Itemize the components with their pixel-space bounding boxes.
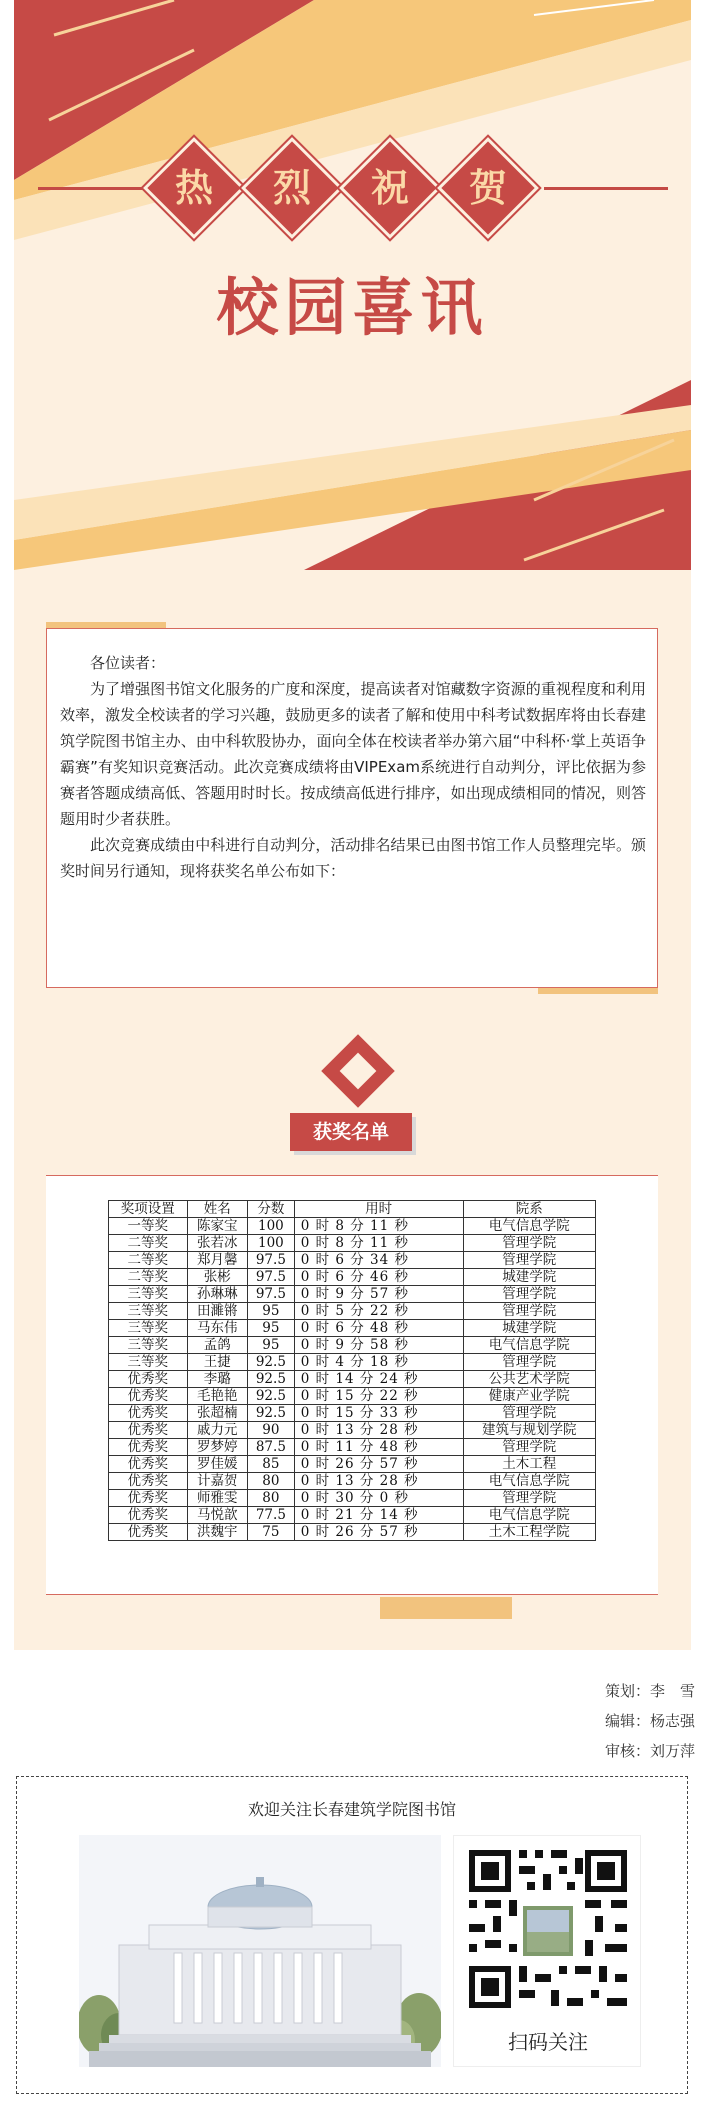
cell-dept: 电气信息学院 [463,1218,595,1235]
cell-dept: 管理学院 [463,1354,595,1371]
credit-planner: 策划：李 雪 [604,1682,695,1700]
cell-dept: 建筑与规划学院 [463,1422,595,1439]
table-row [109,1507,596,1524]
follow-title: 欢迎关注长春建筑学院图书馆 [247,1800,456,1819]
cell-name: 罗佳媛 [187,1456,248,1473]
table-row [109,1354,596,1371]
table-row [109,1303,596,1320]
cell-score: 95 [248,1320,295,1337]
cell-time: 0 时 26 分 57 秒 [294,1524,463,1541]
cell-dept: 管理学院 [463,1405,595,1422]
cell-award: 优秀奖 [109,1507,188,1524]
cell-score: 80 [248,1490,295,1507]
qr-caption: 扫码关注 [508,2030,588,2054]
cell-name: 田濉锵 [187,1303,248,1320]
table-row [109,1286,596,1303]
table-accent-bottom [380,1597,512,1619]
cell-name: 孟鸽 [187,1337,248,1354]
table-body [109,1218,596,1541]
congrats-char-4: 贺 [468,165,507,210]
cell-score: 92.5 [248,1354,295,1371]
cell-award: 一等奖 [109,1218,188,1235]
cell-dept: 城建学院 [463,1320,595,1337]
cell-time: 0 时 13 分 28 秒 [294,1473,463,1490]
cell-score: 100 [248,1218,295,1235]
credit-editor: 编辑：杨志强 [604,1712,695,1730]
cell-award: 优秀奖 [109,1524,188,1541]
qr-code-icon [455,1840,641,2026]
cell-name: 计嘉贺 [187,1473,248,1490]
cell-award: 三等奖 [109,1354,188,1371]
table-row [109,1388,596,1405]
cell-name: 师雅雯 [187,1490,248,1507]
award-table-box [46,1175,658,1595]
cell-dept: 管理学院 [463,1252,595,1269]
cell-score: 92.5 [248,1405,295,1422]
cell-time: 0 时 15 分 22 秒 [294,1388,463,1405]
cell-name: 郑月馨 [187,1252,248,1269]
cell-score: 87.5 [248,1439,295,1456]
table-row [109,1337,596,1354]
cell-dept: 管理学院 [463,1235,595,1252]
cell-award: 三等奖 [109,1320,188,1337]
cell-award: 二等奖 [109,1269,188,1286]
congrats-row [14,140,691,236]
table-row [109,1269,596,1286]
cell-score: 97.5 [248,1286,295,1303]
cell-name: 毛艳艳 [187,1388,248,1405]
table-row [109,1422,596,1439]
table-row [109,1473,596,1490]
table-row [109,1490,596,1507]
cell-score: 95 [248,1337,295,1354]
table-row [109,1218,596,1235]
cell-dept: 土木工程 [463,1456,595,1473]
cell-award: 优秀奖 [109,1405,188,1422]
cell-dept: 公共艺术学院 [463,1371,595,1388]
award-list-heading: 获奖名单 [290,1113,412,1151]
header-name: 姓名 [187,1201,248,1218]
cell-name: 王捷 [187,1354,248,1371]
cell-score: 95 [248,1303,295,1320]
cell-name: 马悦歆 [187,1507,248,1524]
cell-dept: 管理学院 [463,1303,595,1320]
cell-time: 0 时 26 分 57 秒 [294,1456,463,1473]
header-banner [14,0,691,570]
credit-reviewer: 审核：刘万萍 [604,1742,695,1760]
cell-dept: 管理学院 [463,1490,595,1507]
cell-score: 100 [248,1235,295,1252]
cell-award: 优秀奖 [109,1422,188,1439]
cell-dept: 土木工程学院 [463,1524,595,1541]
cell-time: 0 时 11 分 48 秒 [294,1439,463,1456]
cell-time: 0 时 21 分 14 秒 [294,1507,463,1524]
qr-code-panel [453,1835,641,2067]
header-score: 分数 [248,1201,295,1218]
cell-time: 0 时 30 分 0 秒 [294,1490,463,1507]
library-building-image [79,1835,441,2067]
table-row [109,1320,596,1337]
cell-award: 优秀奖 [109,1439,188,1456]
cell-name: 洪魏宇 [187,1524,248,1541]
cell-name: 孙琳琳 [187,1286,248,1303]
cell-score: 97.5 [248,1252,295,1269]
credits [495,1676,695,1766]
table-row [109,1371,596,1388]
cell-award: 优秀奖 [109,1371,188,1388]
letter-accent-bottom [538,988,658,994]
cell-time: 0 时 5 分 22 秒 [294,1303,463,1320]
cell-award: 二等奖 [109,1252,188,1269]
header-award: 奖项设置 [109,1201,188,1218]
cell-name: 马东伟 [187,1320,248,1337]
salutation: 各位读者： [90,654,166,672]
cell-name: 张彬 [187,1269,248,1286]
cell-name: 张若冰 [187,1235,248,1252]
notice-text [60,650,646,884]
table-row [109,1252,596,1269]
page-title: 校园喜讯 [216,271,489,344]
congrats-char-1: 热 [174,165,213,210]
cell-time: 0 时 9 分 58 秒 [294,1337,463,1354]
cell-name: 陈家宝 [187,1218,248,1235]
cell-time: 0 时 8 分 11 秒 [294,1218,463,1235]
table-row [109,1524,596,1541]
cell-time: 0 时 13 分 28 秒 [294,1422,463,1439]
table-row [109,1456,596,1473]
congrats-char-2: 烈 [272,165,311,210]
cell-award: 优秀奖 [109,1388,188,1405]
cell-score: 80 [248,1473,295,1490]
notice-paragraph-2: 此次竞赛成绩由中科进行自动判分，活动排名结果已由图书馆工作人员整理完毕。颁奖时间另行通知，现将获奖名单公布如下： [60,836,646,880]
cell-dept: 电气信息学院 [463,1337,595,1354]
cell-award: 三等奖 [109,1286,188,1303]
follow-card [16,1776,688,2094]
cell-award: 优秀奖 [109,1473,188,1490]
divider-right [544,187,668,190]
cell-time: 0 时 14 分 24 秒 [294,1371,463,1388]
cell-time: 0 时 6 分 46 秒 [294,1269,463,1286]
cell-score: 77.5 [248,1507,295,1524]
cell-score: 85 [248,1456,295,1473]
cell-dept: 管理学院 [463,1439,595,1456]
cell-time: 0 时 6 分 48 秒 [294,1320,463,1337]
divider-left [38,187,158,190]
cell-award: 优秀奖 [109,1456,188,1473]
cell-time: 0 时 8 分 11 秒 [294,1235,463,1252]
cell-name: 张超楠 [187,1405,248,1422]
cell-time: 0 时 6 分 34 秒 [294,1252,463,1269]
cell-score: 75 [248,1524,295,1541]
cell-award: 二等奖 [109,1235,188,1252]
cell-name: 罗梦婷 [187,1439,248,1456]
cell-dept: 管理学院 [463,1286,595,1303]
cell-score: 92.5 [248,1388,295,1405]
notice-paragraph-1: 为了增强图书馆文化服务的广度和深度，提高读者对馆藏数字资源的重视程度和利用效率，激发全校读者的学习兴趣，鼓励更多的读者了解和使用中科考试数据库将由长春建筑学院图书馆主办、由中科软股协办，面向全体在校读者举办第六届“中科杯·掌上英语争霸赛”有奖知识竞赛活动。此次竞赛成绩将由VIPExam系统进行自动判分，评比依据为参赛者答题成绩高低、答题用时时长。按成绩高低进行排序，如出现成绩相同的情况，则答题用时少者获胜。 [60,680,646,828]
table-header-row [109,1201,596,1218]
cell-dept: 电气信息学院 [463,1507,595,1524]
table-row [109,1439,596,1456]
cell-name: 戚力元 [187,1422,248,1439]
cell-dept: 健康产业学院 [463,1388,595,1405]
cell-name: 李璐 [187,1371,248,1388]
cell-time: 0 时 9 分 57 秒 [294,1286,463,1303]
header-time: 用时 [294,1201,463,1218]
cell-score: 90 [248,1422,295,1439]
cell-time: 0 时 15 分 33 秒 [294,1405,463,1422]
cell-award: 三等奖 [109,1303,188,1320]
cell-award: 优秀奖 [109,1490,188,1507]
cell-score: 97.5 [248,1269,295,1286]
cell-dept: 电气信息学院 [463,1473,595,1490]
congrats-char-3: 祝 [370,165,409,210]
cell-score: 92.5 [248,1371,295,1388]
table-row [109,1405,596,1422]
cell-award: 三等奖 [109,1337,188,1354]
header-dept: 院系 [463,1201,595,1218]
award-table [108,1200,596,1541]
table-row [109,1235,596,1252]
cell-dept: 城建学院 [463,1269,595,1286]
cell-time: 0 时 4 分 18 秒 [294,1354,463,1371]
